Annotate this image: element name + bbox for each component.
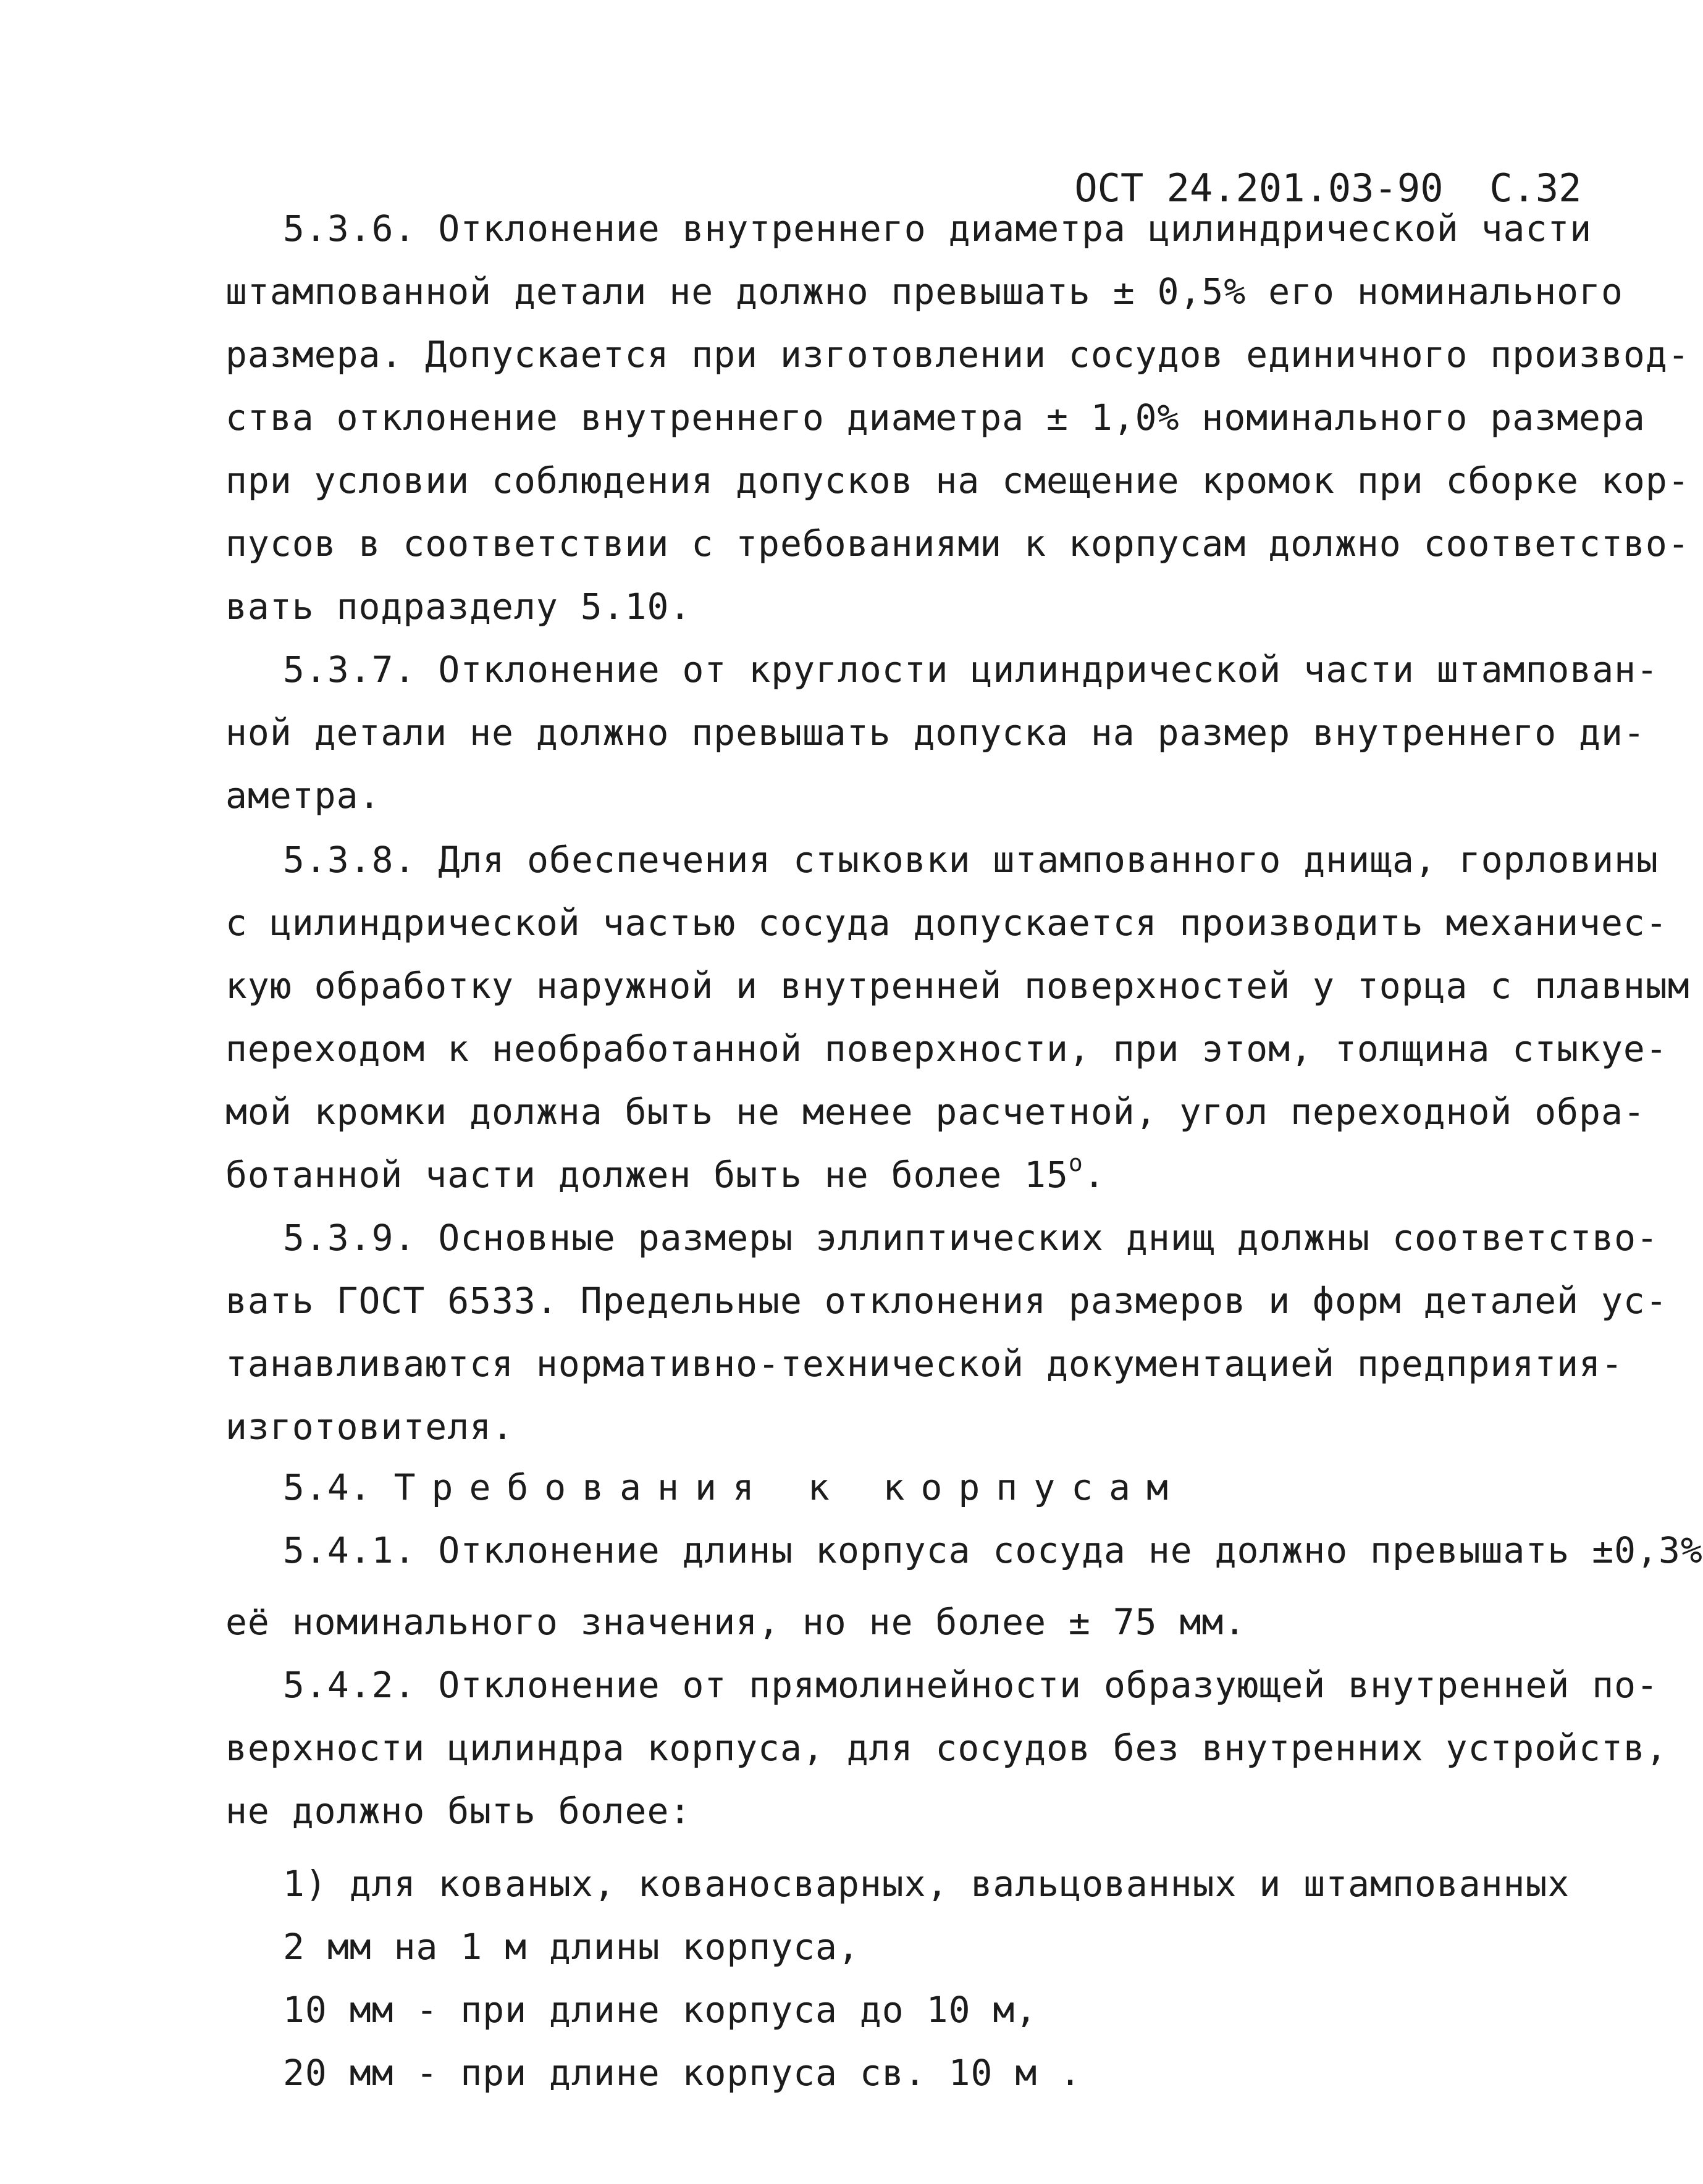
- section-heading: [283, 1466, 1184, 1509]
- section-number: 5.4.: [283, 1466, 372, 1508]
- paragraph-line: пусов в соответствии с требованиями к корпусам должно соответство-: [225, 523, 1690, 565]
- paragraph-line: её номинального значения, но не более ± 75 мм.: [225, 1601, 1247, 1643]
- paragraph-line: 5.3.9. Основные размеры эллиптических днищ должны соответство-: [283, 1217, 1659, 1259]
- paragraph-line: мой кромки должна быть не менее расчетной, угол переходной обра-: [225, 1091, 1646, 1133]
- paragraph-line: изготовителя.: [225, 1406, 514, 1448]
- document-code: ОСТ 24.201.03-90: [1074, 166, 1444, 211]
- list-item: 20 мм - при длине корпуса св. 10 м .: [283, 2052, 1082, 2094]
- paragraph-line: при условии соблюдения допусков на смещение кромок при сборке кор-: [225, 460, 1690, 502]
- paragraph-line: аметра.: [225, 775, 381, 817]
- paragraph-line: 5.3.7. Отклонение от круглости цилиндрической части штампован-: [283, 649, 1659, 691]
- list-item: 10 мм - при длине корпуса до 10 м,: [283, 1989, 1038, 2031]
- paragraph-line: ботанной части должен быть не более $15^о$.: [225, 1149, 1106, 1196]
- page-number: С.32: [1489, 166, 1582, 211]
- paragraph-line: не должно быть более:: [225, 1790, 692, 1832]
- degree-superscript: о: [1068, 1149, 1083, 1177]
- paragraph-line: танавливаются нормативно-технической документацией предприятия-: [225, 1343, 1623, 1385]
- paragraph-line: размера. Допускается при изготовлении сосудов единичного производ-: [225, 334, 1690, 376]
- section-title: Требования к корпусам: [393, 1466, 1184, 1508]
- paragraph-line: вать подразделу 5.10.: [225, 586, 692, 628]
- paragraph-line: вать ГОСТ 6533. Предельные отклонения размеров и форм деталей ус-: [225, 1280, 1668, 1322]
- paragraph-line: ной детали не должно превышать допуска на размер внутреннего ди-: [225, 712, 1646, 754]
- paragraph-line: ства отклонение внутреннего диаметра ± 1,0% номинального размера: [225, 397, 1646, 439]
- paragraph-line: 5.4.2. Отклонение от прямолинейности образующей внутренней по-: [283, 1664, 1659, 1706]
- list-item: 1) для кованых, кованосварных, вальцованных и штампованных: [283, 1863, 1570, 1905]
- paragraph-line: 5.3.6. Отклонение внутреннего диаметра цилиндрической части: [283, 208, 1592, 250]
- list-item: 2 мм на 1 м длины корпуса,: [283, 1926, 860, 1968]
- paragraph-line: с цилиндрической частью сосуда допускается производить механичес-: [225, 902, 1668, 944]
- paragraph-line: кую обработку наружной и внутренней поверхностей у торца с плавным: [225, 965, 1690, 1007]
- paragraph-line: переходом к необработанной поверхности, при этом, толщина стыкуе-: [225, 1028, 1668, 1070]
- paragraph-line: штампованной детали не должно превышать ± 0,5% его номинального: [225, 271, 1623, 313]
- paragraph-line: 5.3.8. Для обеспечения стыковки штампованного днища, горловины: [283, 839, 1659, 881]
- paragraph-line: верхности цилиндра корпуса, для сосудов без внутренних устройств,: [225, 1727, 1668, 1769]
- paragraph-line: 5.4.1. Отклонение длины корпуса сосуда не должно превышать ±0,3%: [283, 1529, 1703, 1571]
